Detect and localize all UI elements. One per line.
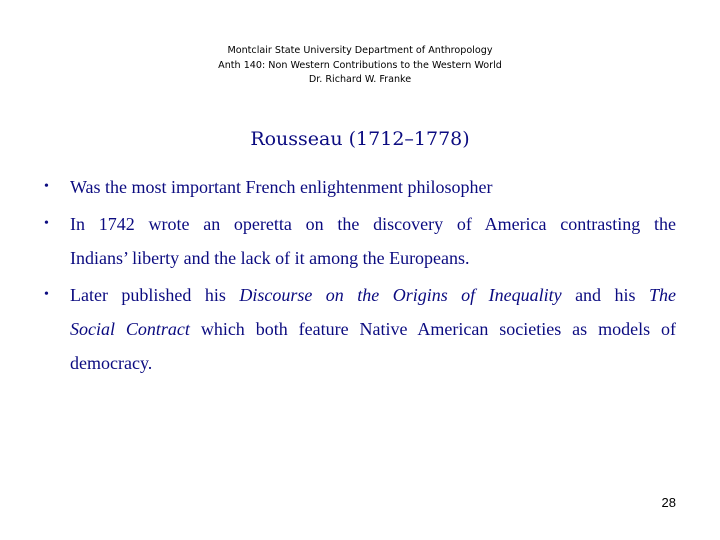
bullet-icon: • — [44, 287, 49, 302]
bullet-text: which both feature Native American societies as models of — [189, 319, 676, 339]
bullet-text-line — [70, 312, 676, 346]
slide-title: Rousseau (1712–1778) — [250, 128, 470, 150]
bullet-list — [44, 170, 676, 383]
bullet-text-line: Indians’ liberty and the lack of it among the Europeans. — [70, 248, 470, 268]
bullet-text-line — [70, 278, 676, 312]
bullet-text: Was the most important French enlightenment philosopher — [70, 177, 493, 197]
book-title-discourse: Discourse on the Origins of Inequality — [239, 285, 562, 305]
bullet-text: Later published his — [70, 285, 240, 305]
book-title-social-contract-part1: The — [648, 285, 676, 305]
header-instructor: Dr. Richard W. Franke — [308, 74, 412, 85]
page-number: 28 — [661, 495, 676, 510]
bullet-text: and his — [561, 285, 649, 305]
header-department: Montclair State University Department of Anthropology — [227, 45, 493, 56]
bullet-item-3 — [44, 278, 676, 380]
bullet-item-1 — [44, 170, 676, 204]
book-title-social-contract-part2: Social Contract — [70, 319, 190, 339]
course-header — [0, 44, 720, 88]
bullet-text-line: democracy. — [70, 353, 153, 373]
bullet-icon: • — [44, 179, 49, 194]
bullet-icon: • — [44, 216, 49, 231]
header-course: Anth 140: Non Western Contributions to the Western World — [218, 59, 502, 71]
bullet-text-line: In 1742 wrote an operetta on the discovery of America contrasting the — [70, 214, 676, 234]
bullet-item-2 — [44, 207, 676, 275]
